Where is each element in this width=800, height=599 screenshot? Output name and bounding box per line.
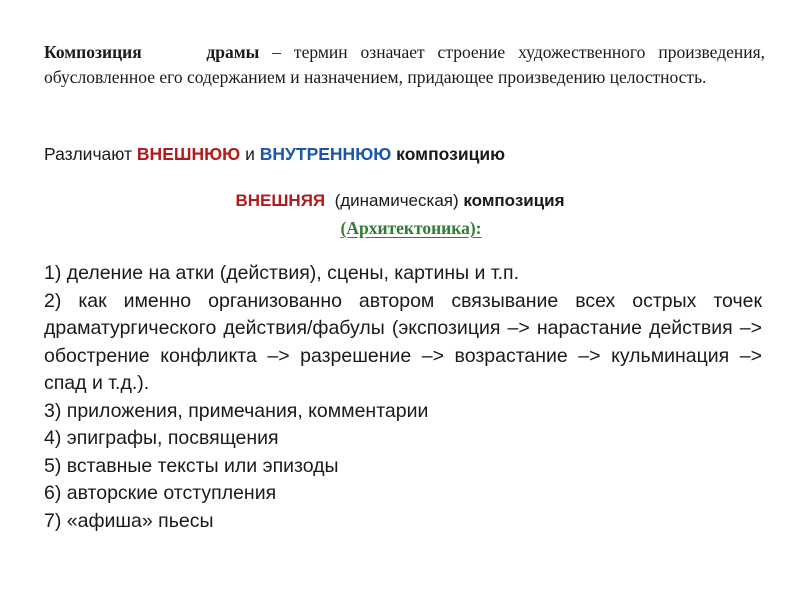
distinguish-suffix: композицию — [396, 144, 506, 164]
intro-term-drama: драмы — [206, 42, 260, 62]
intro-text: – термин означает строение художественного произведения, обусловленное его содержанием и назначением, придающее произведению целостность. — [44, 42, 766, 87]
heading-composition: композиция — [463, 191, 565, 210]
heading-dynamic: (динамическая) — [334, 191, 459, 210]
external-label: ВНЕШНЮЮ — [136, 144, 241, 164]
distinguish-and: и — [245, 144, 255, 164]
section-heading — [0, 189, 800, 213]
intro-term: Композиция — [44, 42, 142, 62]
heading-external: ВНЕШНЯЯ — [235, 191, 326, 210]
distinguish-prefix: Различают — [44, 144, 133, 164]
list-item: 5) вставные тексты или эпизоды — [44, 454, 339, 477]
list-item: 2) как именно организованно автором связывание всех острых точек драматургического действия/фабулы (экспозиция –> нарастание действия –> обострение конфликта –> разрешение –> возрастание –> кульминация –> спад и т.д.). — [44, 289, 762, 394]
list-item: 4) эпиграфы, посвящения — [44, 427, 279, 449]
section-subheading — [0, 216, 800, 240]
list-item: 7) «афиша» пьесы — [44, 509, 214, 532]
internal-label: ВНУТРЕННЮЮ — [259, 144, 392, 164]
subheading-text: (Архитектоника): — [340, 218, 482, 238]
list-item: 3) приложения, примечания, комментарии — [44, 399, 429, 422]
list-item: 1) деление на атки (действия), сцены, картины и т.п. — [44, 262, 520, 284]
items-list — [44, 260, 762, 535]
distinguish-line — [44, 142, 765, 166]
list-item: 6) авторские отступления — [44, 482, 277, 504]
intro-paragraph — [44, 40, 765, 90]
